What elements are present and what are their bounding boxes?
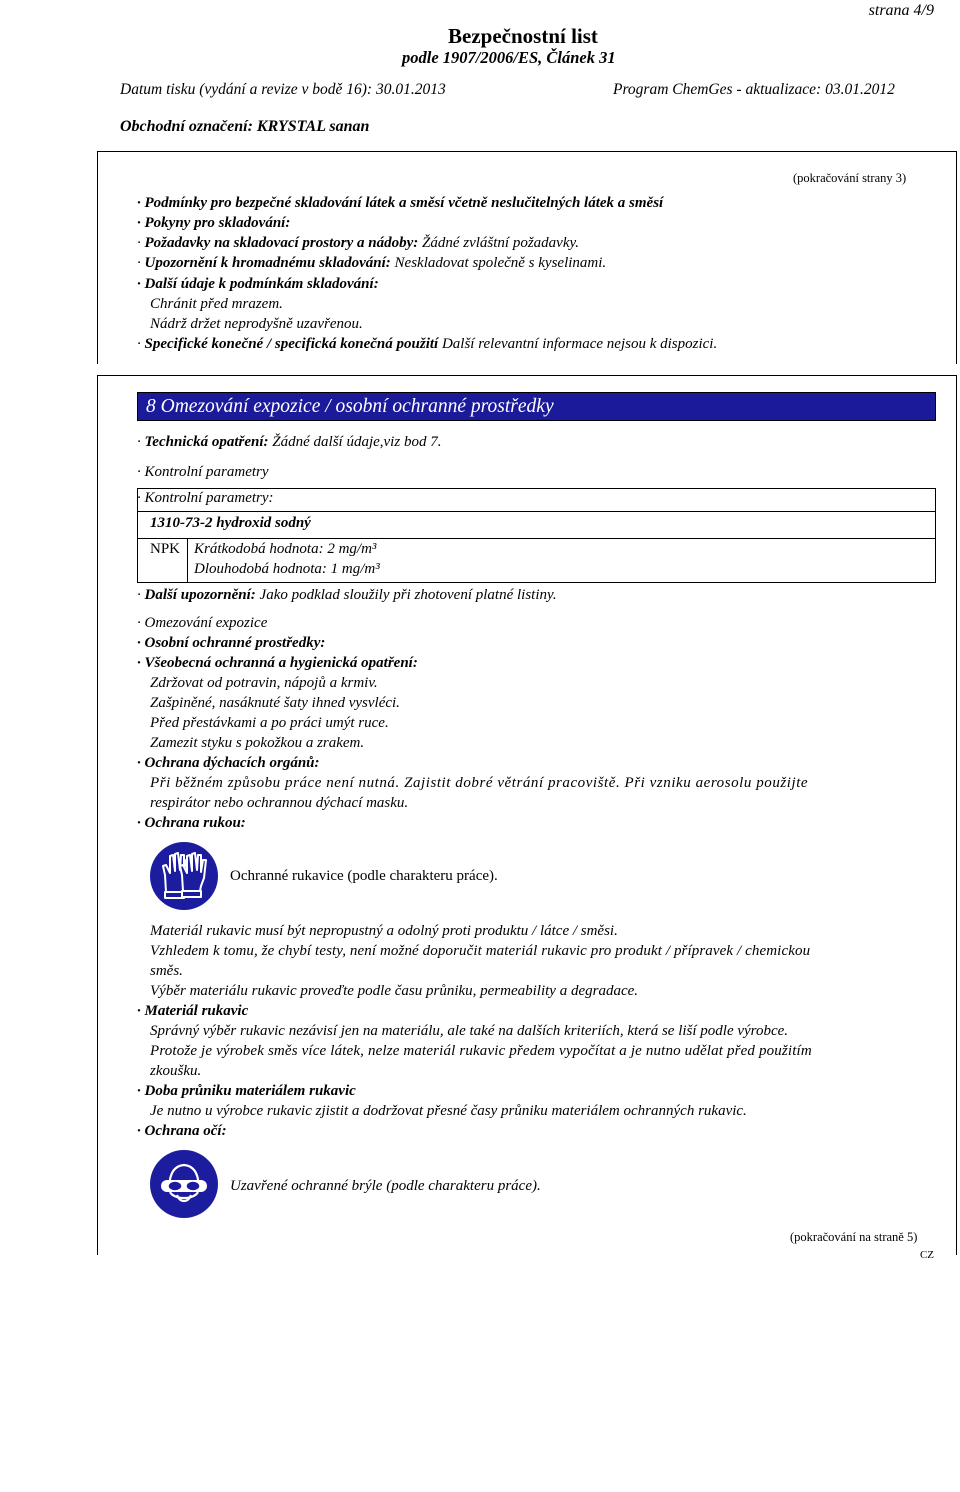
hygiene-4: Zamezit styku s pokožkou a zrakem. <box>150 735 365 751</box>
trade-name: Obchodní označení: KRYSTAL sanan <box>120 118 370 135</box>
storage-extra-2: Nádrž držet neprodyšně uzavřenou. <box>150 316 363 332</box>
hygiene-2: Zašpiněné, nasáknuté šaty ihned vysvléci. <box>150 695 400 711</box>
long-term-value: Dlouhodobá hodnota: 1 mg/m³ <box>194 561 380 577</box>
penetration-time-1: Je nutno u výrobce rukavic zjistit a dodržovat přesné časy průniku materiálem ochranných rukavic. <box>150 1103 747 1119</box>
control-parameters-heading: · Kontrolní parametry <box>137 464 269 480</box>
glove-material-3: zkoušku. <box>150 1063 202 1079</box>
goggles-icon <box>150 1150 218 1218</box>
section-8-title: 8 Omezování expozice / osobní ochranné prostředky <box>137 392 936 421</box>
additional-notes: · Další upozornění: Jako podklad sloužily při zhotovení platné listiny. <box>137 587 557 603</box>
document-title: Bezpečnostní list <box>448 24 598 48</box>
glove-info-1: Materiál rukavic musí být nepropustný a odolný proti produktu / látce / směsi. <box>150 923 618 939</box>
glove-info-4: Výběr materiálu rukavic proveďte podle času průniku, permeability a degradace. <box>150 983 639 999</box>
glove-info-3: směs. <box>150 963 183 979</box>
hygiene-3: Před přestávkami a po práci umýt ruce. <box>150 715 389 731</box>
ppe-heading: · Osobní ochranné prostředky: <box>137 635 326 651</box>
print-date: Datum tisku (vydání a revize v bodě 16): 30.01.2013 <box>120 81 446 98</box>
program-version: Program ChemGes - aktualizace: 03.01.2012 <box>613 81 895 98</box>
respiratory-2: respirátor nebo ochrannou dýchací masku. <box>150 795 409 811</box>
page-number: strana 4/9 <box>868 2 934 19</box>
specific-end-use: · Specifické konečné / specifická konečná použití Další relevantní informace nejsou k dispozici. <box>137 336 718 352</box>
hygiene-1: Zdržovat od potravin, nápojů a krmiv. <box>150 675 378 691</box>
bulk-storage-note: · Upozornění k hromadnému skladování: Neskladovat společně s kyselinami. <box>137 255 607 271</box>
storage-extra-heading: · Další údaje k podmínkám skladování: <box>137 276 379 292</box>
language-code: CZ <box>919 1249 934 1261</box>
control-parameters-table-header: · Kontrolní parametry: <box>137 490 274 506</box>
storage-requirements: · Požadavky na skladovací prostory a nádoby: Žádné zvláštní požadavky. <box>137 235 580 251</box>
exposure-controls: · Omezování expozice <box>137 615 268 631</box>
table-divider <box>137 538 936 539</box>
technical-measures: · Technická opatření: Žádné další údaje,viz bod 7. <box>137 434 442 450</box>
hand-protection-caption: Ochranné rukavice (podle charakteru práce). <box>230 868 498 884</box>
storage-extra-1: Chránit před mrazem. <box>150 296 283 312</box>
continued-to: (pokračování na straně 5) <box>790 1230 918 1244</box>
document-subtitle: podle 1907/2006/ES, Článek 31 <box>402 48 616 67</box>
penetration-time-heading: · Doba průniku materiálem rukavic <box>137 1083 356 1099</box>
glove-material-1: Správný výběr rukavic nezávisí jen na materiálu, ale také na dalších kriteriích, která se liší podle výrobce. <box>150 1023 789 1039</box>
continued-from: (pokračování strany 3) <box>793 171 907 185</box>
eye-protection-heading: · Ochrana očí: <box>137 1123 227 1139</box>
eye-protection-caption: Uzavřené ochranné brýle (podle charakteru práce). <box>230 1178 541 1194</box>
hygiene-heading: · Všeobecná ochranná a hygienická opatření: <box>137 655 418 671</box>
storage-conditions-heading: · Podmínky pro bezpečné skladování látek a směsí včetně neslučitelných látek a směsí <box>137 195 664 211</box>
respiratory-1: Při běžném způsobu práce není nutná. Zajistit dobré větrání pracoviště. Při vzniku aerosolu použijte <box>150 775 809 791</box>
respiratory-heading: · Ochrana dýchacích orgánů: <box>137 755 320 771</box>
hand-protection-heading: · Ochrana rukou: <box>137 815 246 831</box>
substance-name: 1310-73-2 hydroxid sodný <box>150 515 311 531</box>
table-column-rule <box>187 539 188 583</box>
storage-instructions: · Pokyny pro skladování: <box>137 215 291 231</box>
short-term-value: Krátkodobá hodnota: 2 mg/m³ <box>194 541 377 557</box>
glove-material-2: Protože je výrobek směs více látek, nelze materiál rukavic předem vypočítat a je nutno udělat před použitím <box>150 1043 812 1059</box>
npk-label: NPK <box>150 541 181 557</box>
glove-material-heading: · Materiál rukavic <box>137 1003 249 1019</box>
table-divider <box>137 511 936 512</box>
gloves-icon <box>150 842 218 910</box>
glove-info-2: Vzhledem k tomu, že chybí testy, není možné doporučit materiál rukavic pro produkt / přípravek / chemickou <box>150 943 811 959</box>
